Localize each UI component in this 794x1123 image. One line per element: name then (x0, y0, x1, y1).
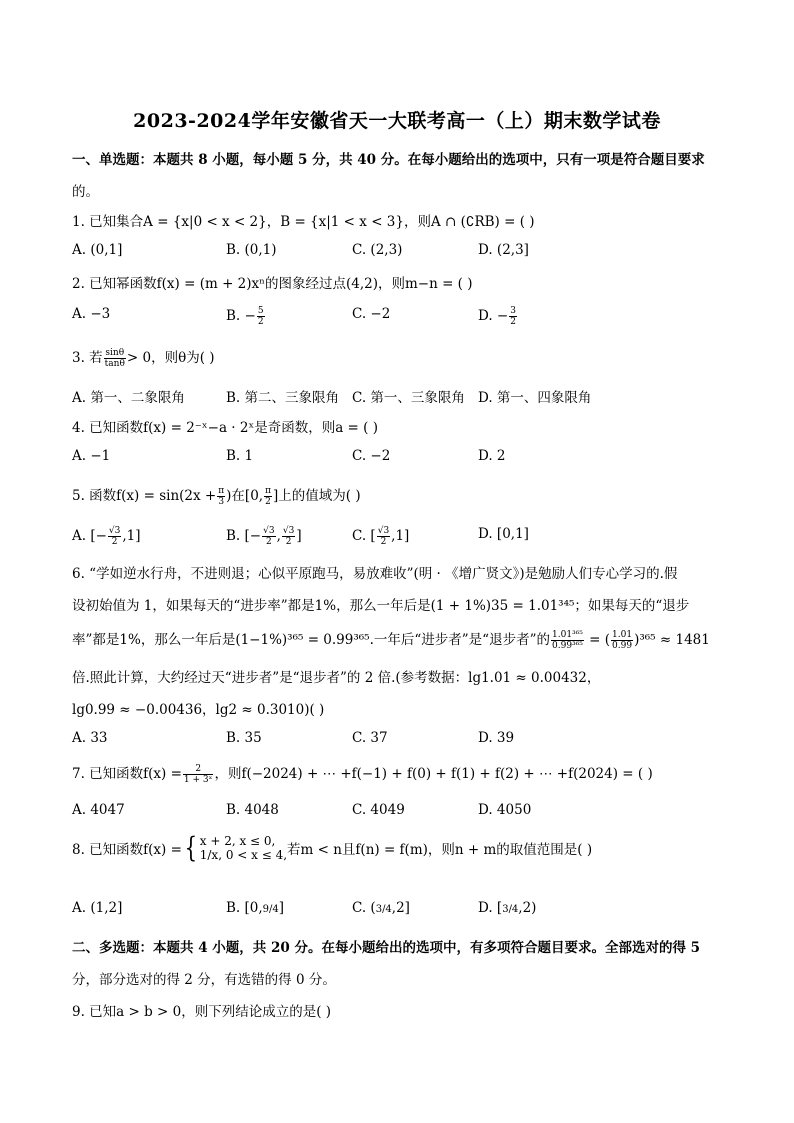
question-4-stem: 4. 已知函数f(x) = 2⁻ˣ−a · 2ˣ是奇函数，则a = ( ) (72, 420, 378, 436)
question-9-stem: 9. 已知a > b > 0，则下列结论成立的是( ) (72, 1004, 332, 1020)
section1-header-line2: 的。 (72, 184, 99, 200)
question-3-stem: 3. 若 $\frac{\sin\theta}{\tan\theta}$ > 0，则θ为( ) (72, 348, 215, 369)
question-1-option-b: B. (0,1) (226, 242, 277, 258)
fraction: $\frac{\sin\theta}{\tan\theta}$ (104, 348, 125, 369)
fraction: $\frac{√3}{2}$ (282, 526, 295, 547)
question-4-option-d: D. 2 (478, 448, 506, 464)
question-5-stem: 5. 函数f(x) = sin(2x + $\frac{\pi}{3}$ )在[0, $\frac{\pi}{2}$ ]上的值域为( ) (72, 486, 361, 507)
page-title: 2023-2024学年安徽省天一大联考高一（上）期末数学试卷 (133, 110, 661, 132)
question-4-option-c: C. −2 (352, 448, 391, 464)
question-4-option-b: B. 1 (226, 448, 254, 464)
question-7-options (72, 802, 732, 822)
question-2-options (72, 306, 732, 326)
question-7-option-d: D. 4050 (478, 802, 532, 818)
question-3-option-d: D. 第一、四象限角 (478, 390, 592, 406)
question-6-option-d: D. 39 (478, 730, 515, 746)
question-6-line-3: 率”都是1%，那么一年后是(1−1%)³⁶⁵ = 0.99³⁶⁵.一年后“进步者”是“退步者”的 $\frac{\text{1.01³⁶⁵}}{\text{0.99³⁶⁵}}$ = ( $\frac{1.01}{0.99}$ )³⁶⁵ ≈ 1481 (72, 630, 710, 651)
question-6-line-2: 设初始值为 1，如果每天的“进步率”都是1%，那么一年后是(1 + 1%)35 = 1.01³⁴⁵；如果每天的“退步 (72, 598, 690, 614)
section1-header-line1: 一、单选题：本题共 8 小题，每小题 5 分，共 40 分。在每小题给出的选项中，只有一项是符合题目要求 (72, 152, 705, 168)
section2-header-line1: 二、多选题：本题共 4 小题，共 20 分。在每小题给出的选项中，有多项符合题目要求。全部选对的得 5 (72, 940, 701, 956)
question-6-line-4: 倍.照此计算，大约经过天“进步者”是“退步者”的 2 倍.(参考数据：lg1.01 ≈ 0.00432， (72, 670, 601, 686)
question-3-option-a: A. 第一、二象限角 (72, 390, 185, 406)
fraction: $\frac{√3}{2}$ (108, 526, 121, 547)
question-7-stem: 7. 已知函数f(x) = $\frac{2}{\text{1 + 3ˣ}}$ ，则f(−2024) + ⋯ +f(−1) + f(0) + f(1) + f(2) + ⋯ +f(2024) = ( ) (72, 764, 653, 785)
question-2-option-d: D. − $\frac{3}{2}$ (478, 306, 516, 327)
question-4-option-a: A. −1 (72, 448, 111, 464)
question-8-option-a: A. (1,2] (72, 900, 123, 916)
question-8-option-b: B. [0,9/4] (226, 900, 285, 916)
question-6-option-a: A. 33 (72, 730, 108, 746)
question-7-option-a: A. 4047 (72, 802, 125, 818)
question-5-option-b: B. [− $\frac{√3}{2}$ , $\frac{√3}{2}$ ] (226, 526, 302, 547)
piecewise-definition: x + 2, x ≤ 0, 1/x, 0 < x ≤ 4, (199, 834, 288, 862)
question-2-stem: 2. 已知幂函数f(x) = (m + 2)xⁿ的图象经过点(4,2)，则m−n = ( ) (72, 276, 473, 292)
question-3-option-b: B. 第二、三象限角 (226, 390, 340, 406)
question-6-option-b: B. 35 (226, 730, 262, 746)
question-5-option-a: A. [− $\frac{√3}{2}$ ,1] (72, 526, 141, 547)
question-1-option-a: A. (0,1] (72, 242, 123, 258)
question-8-option-d: D. [3/4,2) (478, 900, 537, 916)
left-brace: { (184, 831, 198, 864)
question-1-stem: 1. 已知集合A = {x|0 < x < 2}，B = {x|1 < x < 3}，则A ∩ (∁RB) = ( ) (72, 214, 535, 230)
question-1-option-d: D. (2,3] (478, 242, 529, 258)
question-6-line-1: 6. “学如逆水行舟，不进则退；心似平原跑马，易放难收”(明 · 《增广贤文》)是勉励人们专心学习的.假 (72, 566, 678, 582)
fraction: $\frac{\pi}{3}$ (218, 486, 225, 507)
question-4-options (72, 448, 732, 468)
question-1-options (72, 242, 732, 262)
fraction: $\frac{\pi}{2}$ (265, 486, 271, 507)
fraction: $\frac{1.01}{0.99}$ (612, 630, 633, 651)
question-2-option-c: C. −2 (352, 306, 391, 322)
question-7-option-c: C. 4049 (352, 802, 405, 818)
question-6-options (72, 730, 732, 750)
question-5-option-d: D. [0,1] (478, 526, 529, 542)
fraction: $\frac{\text{1.01³⁶⁵}}{\text{0.99³⁶⁵}}$ (552, 630, 583, 651)
fraction: $\frac{√3}{2}$ (377, 526, 390, 547)
question-7-option-b: B. 4048 (226, 802, 279, 818)
question-6-option-c: C. 37 (352, 730, 388, 746)
fraction: $\frac{5}{2}$ (257, 306, 264, 327)
question-5-options (72, 526, 732, 546)
fraction: $\frac{3}{2}$ (510, 306, 516, 327)
question-8-stem: 8. 已知函数f(x) ={ x + 2, x ≤ 0, 1/x, 0 < x ≤ 4, 若m < n且f(n) = f(m)，则n + m的取值范围是( ) (72, 831, 593, 864)
question-5-option-c: C. [ $\frac{√3}{2}$ ,1] (352, 526, 410, 547)
question-3-options (72, 386, 732, 406)
fraction: $\frac{2}{\text{1 + 3ˣ}}$ (183, 764, 213, 785)
question-8-option-c: C. (3/4,2] (352, 900, 410, 916)
section2-header-line2: 分，部分选对的得 2 分，有选错的得 0 分。 (72, 972, 336, 988)
question-6-line-5: lg0.99 ≈ −0.00436，lg2 ≈ 0.3010)( ) (72, 702, 325, 718)
fraction: $\frac{√3}{2}$ (263, 526, 275, 547)
question-1-option-c: C. (2,3) (352, 242, 403, 258)
question-2-option-b: B. − $\frac{5}{2}$ (226, 306, 264, 327)
question-8-options (72, 900, 732, 920)
question-2-option-a: A. −3 (72, 306, 111, 322)
question-3-option-c: C. 第一、三象限角 (352, 390, 465, 406)
